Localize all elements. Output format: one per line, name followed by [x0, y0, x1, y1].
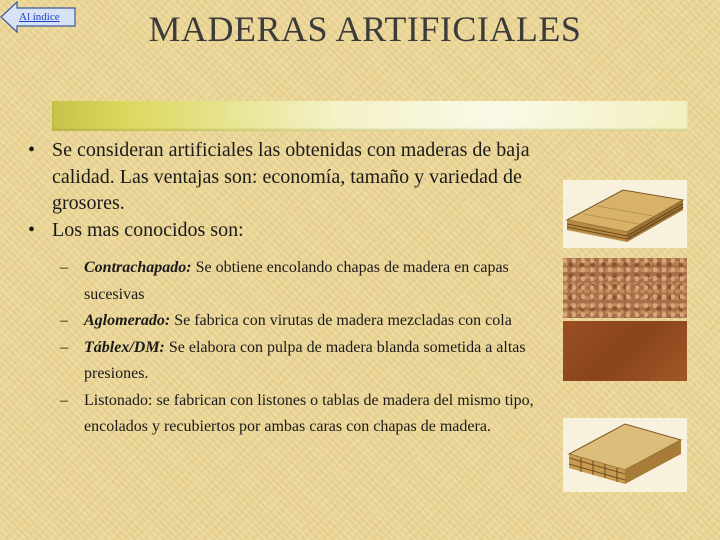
- dash-icon: –: [60, 338, 68, 356]
- bullet-icon: •: [28, 139, 36, 161]
- bullet-item: [28, 217, 568, 244]
- list-item-contrachapado: [28, 255, 568, 308]
- list-item-aglomerado: [28, 308, 568, 335]
- term-label: Táblex/DM:: [84, 338, 165, 356]
- materials-list: [28, 255, 568, 441]
- aglomerado-image: [563, 258, 687, 318]
- term-description: Se elabora con pulpa de madera blanda sometida a altas presiones.: [84, 338, 526, 382]
- list-item-tablex: [28, 335, 568, 388]
- back-to-index-button[interactable]: [0, 0, 78, 34]
- term-label: Aglomerado:: [84, 312, 171, 329]
- contrachapado-image: [563, 180, 687, 248]
- term-description: Se obtiene encolando chapas de madera en capas sucesivas: [84, 259, 509, 303]
- bullet-text: Los mas conocidos son:: [52, 218, 244, 241]
- title-underline-bar: [52, 101, 688, 131]
- term-description: Se fabrica con virutas de madera mezcladas con cola: [170, 312, 512, 329]
- term-label: Contrachapado:: [84, 259, 192, 276]
- listonado-image: [563, 418, 687, 492]
- list-item-listonado: [28, 388, 568, 441]
- dash-icon: –: [60, 391, 68, 409]
- dash-icon: –: [60, 259, 68, 276]
- dash-icon: –: [60, 312, 68, 329]
- slide-content: [28, 137, 568, 441]
- back-to-index-link[interactable]: Al índice: [19, 11, 60, 23]
- bullet-text: Se consideran artificiales las obtenidas con maderas de baja calidad. Las ventajas son: economía, tamaño y variedad de grosores.: [52, 139, 530, 214]
- bullet-item: [28, 137, 568, 217]
- dm-image: [563, 321, 687, 381]
- bullet-icon: •: [28, 218, 36, 241]
- page-title: MADERAS ARTIFICIALES: [148, 9, 582, 49]
- term-description: Listonado: se fabrican con listones o tablas de madera del mismo tipo, encolados y recubiertos por ambas caras con chapas de madera.: [84, 391, 534, 435]
